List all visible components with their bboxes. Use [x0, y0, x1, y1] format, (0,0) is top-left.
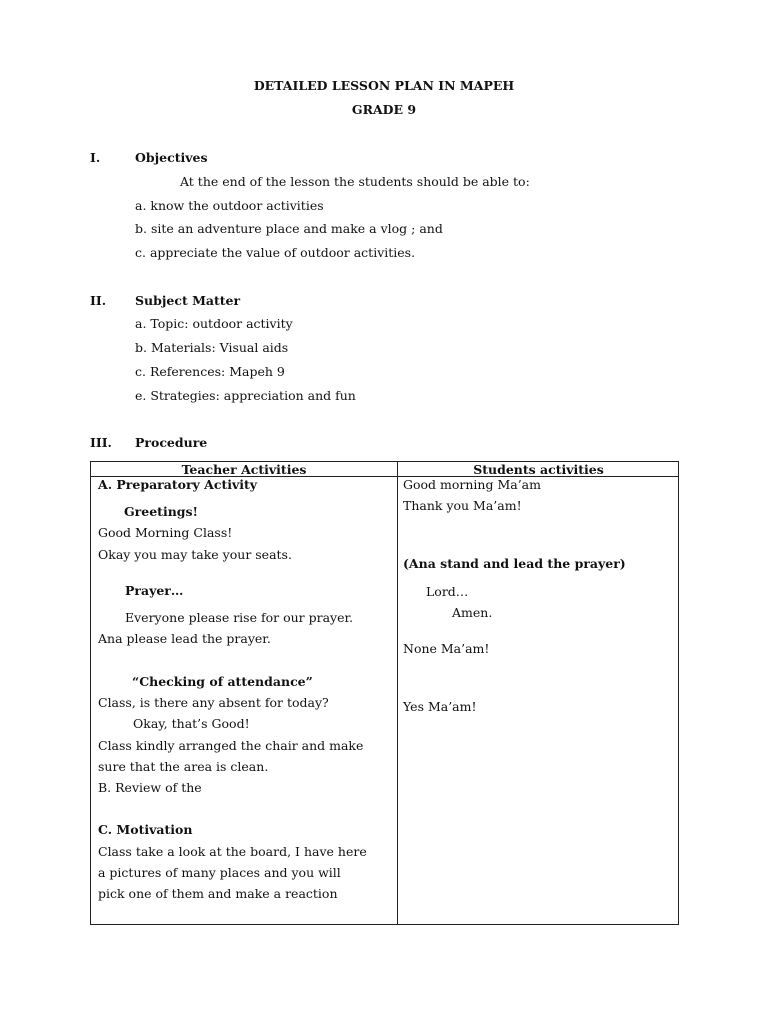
student-activity-line: Lord… [426, 584, 469, 599]
teacher-activity-line: Good Morning Class! [98, 525, 233, 540]
procedure-number: III. [90, 435, 112, 450]
student-activity-line: Yes Ma’am! [403, 699, 477, 714]
teacher-activity-line: pick one of them and make a reaction [98, 886, 338, 901]
teacher-activity-line: B. Review of the [98, 780, 202, 795]
student-activity-line: None Ma’am! [403, 641, 490, 656]
teacher-activity-line: Okay you may take your seats. [98, 547, 292, 562]
subject-matter-item: a. Topic: outdoor activity [135, 316, 293, 331]
teacher-activity-line: Greetings! [124, 504, 199, 519]
teacher-activity-line: “Checking of attendance” [132, 674, 313, 689]
teacher-activity-line: sure that the area is clean. [98, 759, 269, 774]
teacher-activity-line: a pictures of many places and you will [98, 865, 341, 880]
subject-matter-item: e. Strategies: appreciation and fun [135, 388, 356, 403]
teacher-activity-line: Ana please lead the prayer. [98, 631, 271, 646]
students-activities-header: Students activities [473, 462, 604, 477]
subject-matter-heading: Subject Matter [135, 293, 241, 308]
student-activity-line: Good morning Ma’am [403, 477, 541, 492]
document-title: DETAILED LESSON PLAN IN MAPEH [253, 78, 515, 93]
objectives-intro: At the end of the lesson the students should be able to: [180, 174, 530, 189]
student-activity-line: (Ana stand and lead the prayer) [403, 556, 626, 571]
procedure-table [90, 461, 679, 925]
teacher-activity-line: Prayer… [125, 583, 184, 598]
table-column-divider [397, 462, 398, 924]
teacher-activity-line: Class, is there any absent for today? [98, 695, 329, 710]
student-activity-line: Thank you Ma’am! [403, 498, 522, 513]
subject-matter-number: II. [90, 293, 107, 308]
objective-item: c. appreciate the value of outdoor activities. [135, 245, 416, 260]
teacher-activity-line: Class take a look at the board, I have here [98, 844, 367, 859]
procedure-heading: Procedure [135, 435, 208, 450]
subject-matter-item: b. Materials: Visual aids [135, 340, 289, 355]
objective-item: b. site an adventure place and make a vlog ; and [135, 221, 443, 236]
teacher-activity-line: C. Motivation [98, 822, 193, 837]
student-activity-line: Amen. [452, 605, 493, 620]
grade-label: GRADE 9 [351, 102, 417, 117]
teacher-activity-line: Okay, that’s Good! [133, 716, 250, 731]
teacher-activity-line: Class kindly arranged the chair and make [98, 738, 364, 753]
subject-matter-item: c. References: Mapeh 9 [135, 364, 285, 379]
objectives-number: I. [90, 150, 101, 165]
teacher-activities-header: Teacher Activities [181, 462, 307, 477]
objectives-heading: Objectives [135, 150, 208, 165]
teacher-activity-line: Everyone please rise for our prayer. [125, 610, 354, 625]
objective-item: a. know the outdoor activities [135, 198, 324, 213]
teacher-activity-line: A. Preparatory Activity [98, 477, 258, 492]
